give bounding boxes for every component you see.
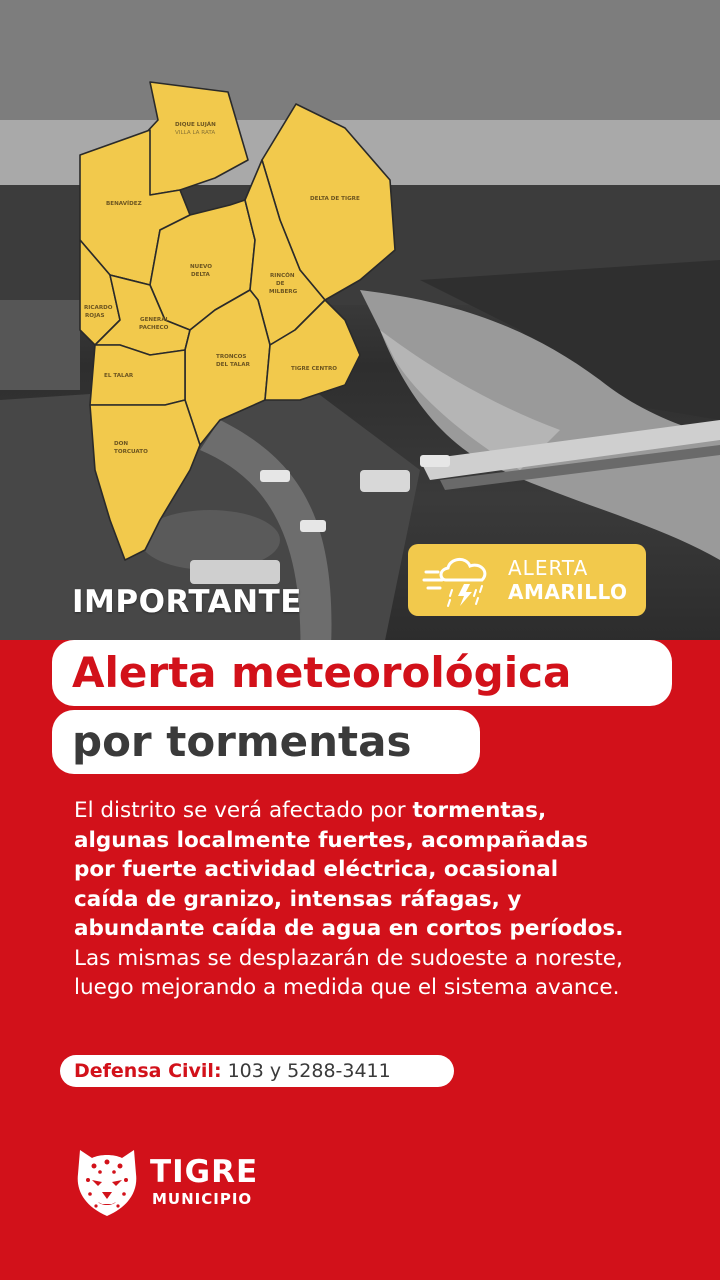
body-bold-line5: abundante caída de agua en cortos períodos. bbox=[74, 916, 624, 941]
map-label-rincon: RINCÓN bbox=[270, 273, 295, 279]
map-label-don: DON bbox=[114, 441, 129, 447]
contact-label: Defensa Civil: bbox=[74, 1060, 222, 1082]
map-label-general: GENERAL bbox=[140, 317, 170, 323]
map-label-pacheco: PACHECO bbox=[139, 325, 169, 331]
contact-pill bbox=[60, 1055, 454, 1087]
map-label-el-talar: EL TALAR bbox=[104, 373, 134, 379]
map-label-benavidez: BENAVÍDEZ bbox=[106, 201, 142, 207]
title-line-1: Alerta meteorológica bbox=[52, 640, 672, 706]
alert-badge-line1: ALERTA bbox=[508, 556, 589, 580]
alert-badge bbox=[408, 544, 646, 616]
map-label-villa-la-rata: VILLA LA RATA bbox=[175, 130, 216, 136]
body-bold-line4: caída de granizo, intensas ráfagas, y bbox=[74, 886, 522, 912]
brand-name: TIGRE bbox=[150, 1154, 259, 1190]
map-label-del-talar: DEL TALAR bbox=[216, 362, 250, 368]
map-label-delta: DELTA bbox=[191, 272, 210, 278]
body-rest: Las mismas se desplazarán de sudoeste a noreste, luego mejorando a medida que el sistema avance. bbox=[74, 945, 623, 1000]
map-label-milberg: MILBERG bbox=[269, 289, 298, 295]
map-label-nuevo: NUEVO bbox=[190, 264, 213, 270]
body-bold-lead: tormentas, bbox=[412, 798, 547, 823]
map-label-delta-de-tigre: DELTA DE TIGRE bbox=[310, 196, 360, 202]
map-label-troncos: TRONCOS bbox=[216, 354, 247, 360]
body-bold-line3: por fuerte actividad eléctrica, ocasional bbox=[74, 857, 559, 882]
map-label-torcuato: TORCUATO bbox=[114, 449, 148, 455]
alert-badge-line2: AMARILLO bbox=[508, 580, 628, 604]
map-label-rojas: ROJAS bbox=[85, 313, 105, 319]
map-zone-don-torcuato bbox=[90, 400, 200, 560]
brand-subtitle: MUNICIPIO bbox=[152, 1190, 253, 1208]
body-paragraph bbox=[74, 796, 684, 1003]
body-bold-line2: algunas localmente fuertes, acompañadas bbox=[74, 827, 589, 853]
storm-cloud-icon bbox=[420, 550, 500, 610]
body-intro: El distrito se verá afectado por bbox=[74, 798, 413, 823]
map-label-dique-lujan: DIQUE LUJÁN bbox=[175, 122, 216, 128]
kicker-label: IMPORTANTE bbox=[72, 584, 302, 620]
jaguar-logo-icon bbox=[72, 1144, 142, 1220]
map-label-ricardo: RICARDO bbox=[84, 305, 113, 311]
map-label-de: DE bbox=[276, 281, 285, 287]
title-line-2: por tormentas bbox=[52, 710, 480, 774]
map-label-tigre-centro: TIGRE CENTRO bbox=[291, 366, 338, 372]
contact-number: 103 y 5288-3411 bbox=[221, 1060, 391, 1082]
